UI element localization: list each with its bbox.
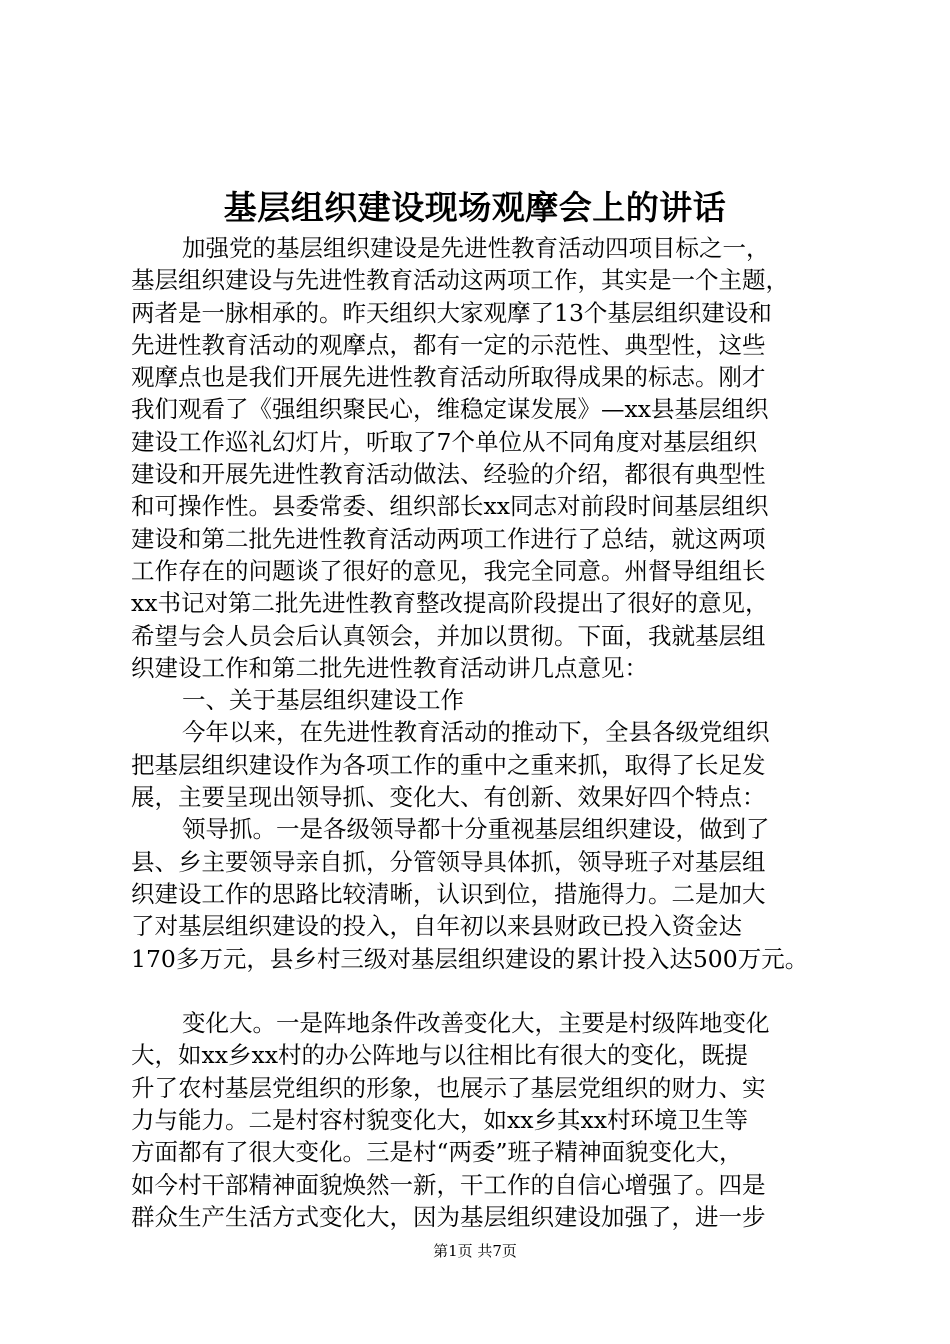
paragraph-line: 先进性教育活动的观摩点，都有一定的示范性、典型性，这些 [131,330,766,359]
paragraph-line: 织建设工作的思路比较清晰，认识到位，措施得力。二是加大 [131,879,766,908]
paragraph-line: 织建设工作和第二批先进性教育活动讲几点意见： [131,653,648,682]
paragraph-gap [131,975,851,1007]
paragraph-line: 基层组织建设与先进性教育活动这两项工作，其实是一个主题， [131,266,789,295]
document-title: 基层组织建设现场观摩会上的讲话 [223,188,727,227]
page-number-footer: 第1页 共7页 [433,1242,517,1260]
paragraph-line: 希望与会人员会后认真领会，并加以贯彻。下面，我就基层组 [131,621,766,650]
paragraph-line: 变化大。一是阵地条件改善变化大，主要是村级阵地变化 [182,1009,770,1038]
paragraph-line: 加强党的基层组织建设是先进性教育活动四项目标之一， [182,234,770,262]
section-heading: 一、关于基层组织建设工作 [182,686,464,715]
paragraph-line: 观摩点也是我们开展先进性教育活动所取得成果的标志。刚才 [131,363,766,392]
paragraph-line: 今年以来，在先进性教育活动的推动下，全县各级党组织 [182,718,770,747]
paragraph-line: 和可操作性。县委常委、组织部长xx同志对前段时间基层组织 [131,492,769,521]
paragraph-line: 力与能力。二是村容村貌变化大，如xx乡其xx村环境卫生等 [131,1106,749,1135]
paragraph-line: 升了农村基层党组织的形象，也展示了基层党组织的财力、实 [131,1073,766,1102]
paragraph-line: 把基层组织建设作为各项工作的重中之重来抓，取得了长足发 [131,750,766,779]
paragraph-line: 两者是一脉相承的。昨天组织大家观摩了13个基层组织建设和 [131,298,772,327]
paragraph-line: 群众生产生活方式变化大，因为基层组织建设加强了，进一步 [131,1202,766,1231]
document-body [131,232,851,1233]
paragraph-line: 展，主要呈现出领导抓、变化大、有创新、效果好四个特点： [131,783,766,812]
paragraph-line: 工作存在的问题谈了很好的意见，我完全同意。州督导组组长 [131,556,766,585]
paragraph-line: 县、乡主要领导亲自抓，分管领导具体抓，领导班子对基层组 [131,847,766,876]
paragraph-line: 大，如xx乡xx村的办公阵地与以往相比有很大的变化，既提 [131,1041,749,1070]
paragraph-line: 建设和开展先进性教育活动做法、经验的介绍，都很有典型性 [131,460,766,489]
paragraph-line: xx书记对第二批先进性教育整改提高阶段提出了很好的意见， [131,589,769,618]
paragraph-line: 领导抓。一是各级领导都十分重视基层组织建设，做到了 [182,815,770,844]
paragraph-line: 方面都有了很大变化。三是村“两委”班子精神面貌变化大， [131,1138,743,1167]
paragraph-line: 170多万元，县乡村三级对基层组织建设的累计投入达500万元。 [131,944,809,973]
paragraph-line: 了对基层组织建设的投入，自年初以来县财政已投入资金达 [131,912,742,941]
paragraph-line: 建设工作巡礼幻灯片，听取了7个单位从不同角度对基层组织 [131,427,757,456]
paragraph-line: 如今村干部精神面貌焕然一新，干工作的自信心增强了。四是 [131,1170,766,1199]
paragraph-line: 我们观看了《强组织聚民心，维稳定谋发展》—xx县基层组织 [131,395,769,424]
paragraph-line: 建设和第二批先进性教育活动两项工作进行了总结，就这两项 [131,524,766,553]
